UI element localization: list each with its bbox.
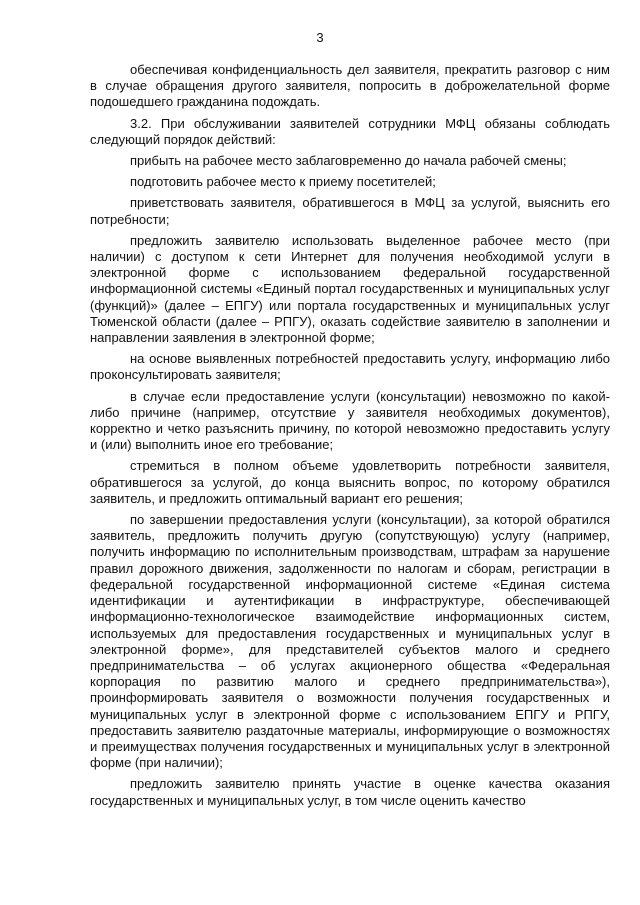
paragraph-4: подготовить рабочее место к приему посетителей; — [130, 174, 436, 190]
paragraph-8: в случае если предоставление услуги (консультации) невозможно по какой-либо причине (например, отсутствие у заявителя необходимых документов), корректно и четко разъяснить причину, по которой невозможно предоставить услугу и (или) выполнить иное его требование; — [90, 388, 610, 453]
paragraph-7: на основе выявленных потребностей предоставить услугу, информацию либо проконсультировать заявителя; — [90, 351, 610, 383]
paragraph-11: предложить заявителю принять участие в оценке качества оказания государственных и муниципальных услуг, в том числе оценить качество — [90, 776, 610, 808]
document-body — [90, 62, 610, 814]
paragraph-10: по завершении предоставления услуги (консультации), за которой обратился заявитель, предложить получить другую (сопутствующую) услугу (например, получить информацию по исполнительным производствам, штрафам за нарушение правил дорожного движения, задолженности по налогам и сборам, регистрации в федеральной государственной информационной системе «Единая система идентификации и аутентификации в инфраструктуре, обеспечивающей информационно-технологическое взаимодействие информационных систем, используемых для предоставления государственных и муниципальных услуг в электронной форме», для представителей субъектов малого и среднего предпринимательства – об услугах акционерного общества «Федеральная корпорация по развитию малого и среднего предпринимательства»), проинформировать заявителя о возможности получения государственных и муниципальных услуг в электронной форме с использованием ЕПГУ и РПГУ, предоставить заявителю раздаточные материалы, информирующие о возможностях и преимуществах получения государственных и муниципальных услуг в электронной форме (при наличии); — [90, 512, 610, 771]
paragraph-2: 3.2. При обслуживании заявителей сотрудники МФЦ обязаны соблюдать следующий порядок действий: — [90, 115, 610, 147]
paragraph-6: предложить заявителю использовать выделенное рабочее место (при наличии) с доступом к сети Интернет для получения необходимой услуги в электронной форме с использованием федеральной государственной информационной системы «Единый портал государственных и муниципальных услуг (функций)» (далее – ЕПГУ) или портала государственных и муниципальных услуг Тюменской области (далее – РПГУ), оказать содействие заявителю в заполнении и направлении заявления в электронной форме; — [90, 232, 610, 346]
paragraph-5: приветствовать заявителя, обратившегося в МФЦ за услугой, выяснить его потребности; — [90, 195, 610, 227]
paragraph-3: прибыть на рабочее место заблаговременно до начала рабочей смены; — [130, 153, 567, 169]
paragraph-1: обеспечивая конфиденциальность дел заявителя, прекратить разговор с ним в случае обращения другого заявителя, попросить в доброжелательной форме подошедшего гражданина подождать. — [90, 62, 610, 110]
page-number: 3 — [316, 30, 324, 45]
paragraph-9: стремиться в полном объеме удовлетворить потребности заявителя, обратившегося за услугой, до конца выяснить вопрос, по которому обратился заявитель, и предложить оптимальный вариант его решения; — [90, 458, 610, 506]
